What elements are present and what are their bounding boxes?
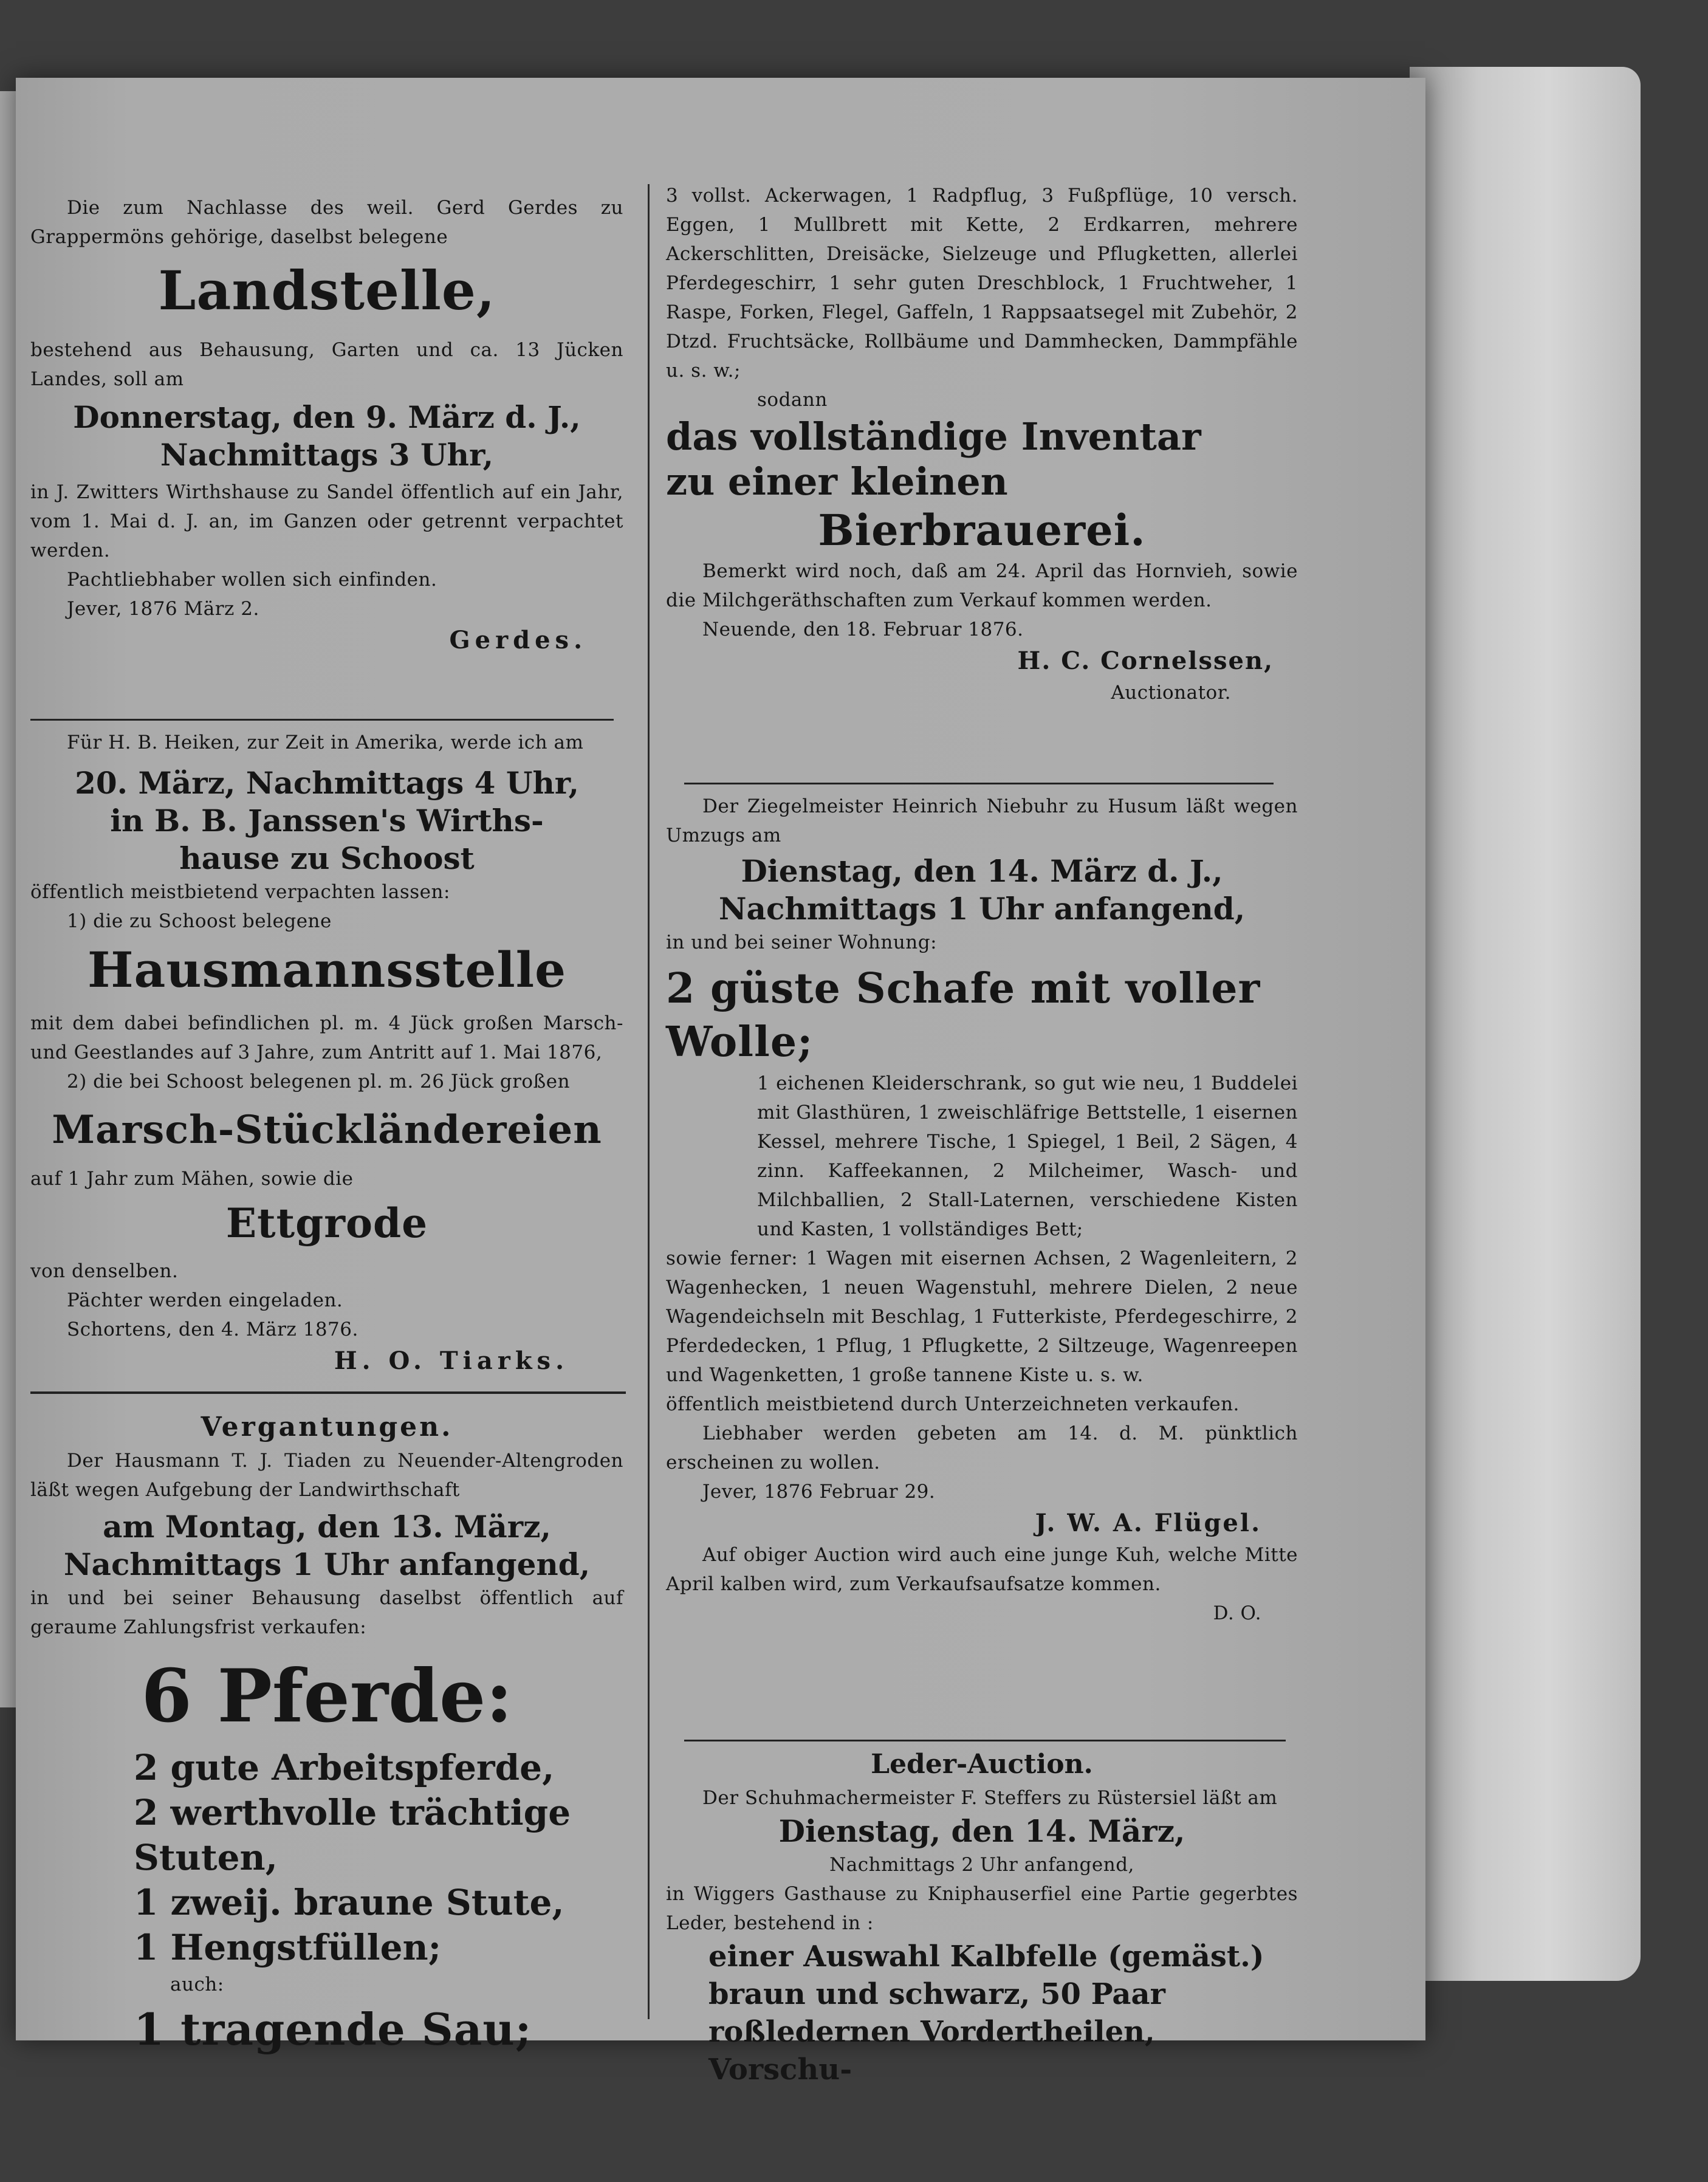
ad-time-line: Nachmittags 1 Uhr anfangend, xyxy=(718,891,1246,927)
ad-headline-line: hause zu Schoost xyxy=(179,840,475,876)
ad-headline-line: in B. B. Janssen's Wirths- xyxy=(110,803,544,839)
ad-role: Auctionator. xyxy=(1111,682,1231,704)
ad-intro: Für H. B. Heiken, zur Zeit in Amerika, werde ich am xyxy=(67,732,584,753)
ad-headline-line: 20. März, Nachmittags 4 Uhr, xyxy=(75,765,579,801)
ad-body: 3 vollst. Ackerwagen, 1 Radpflug, 3 Fußpflüge, 10 versch. Eggen, 1 Mullbrett mit Kette, 2 Erdkarren, mehrere Ackerschlitten, Dreisäcke, Sielzeuge und Pflugketten, allerlei Pferdegeschirr, 1 sehr guten Dreschblock, 1 Fruchtweher, 1 Raspe, Forken, Flegel, Gaffeln, 1 Rappsaatsegel mit Zubehör, 2 Dtzd. Fruchtsäcke, Rollbäume und Dammhecken, Dammpfähle u. s. w.; xyxy=(666,185,1298,382)
list-item: 2 werthvolle trächtige Stuten, xyxy=(134,1792,571,1878)
ad-headline-4: Ettgrode xyxy=(225,1199,428,1247)
separator-rule xyxy=(684,783,1274,784)
ad-intro: Der Hausmann T. J. Tiaden zu Neuender-Altengroden läßt wegen Aufgebung der Landwirthschaft xyxy=(30,1450,623,1501)
list-item: 1 Hengstfüllen; xyxy=(134,1927,442,1968)
ad-place-date: Neuende, den 18. Februar 1876. xyxy=(702,619,1024,640)
ad-date-line: Donnerstag, den 9. März d. J., xyxy=(73,399,581,435)
ad-headline: einer Auswahl Kalbfelle (gemäst.) braun und schwarz, 50 Paar roßledernen Vordertheilen, Vorschu- xyxy=(708,1940,1264,2087)
ad-note: Pachtliebhaber wollen sich einfinden. xyxy=(67,569,437,591)
ad-body: in und bei seiner Wohnung: xyxy=(666,931,938,953)
ad-headline-2: Hausmannsstelle xyxy=(87,941,567,998)
ad-body: in und bei seiner Behausung daselbst öffentlich auf geraume Zahlungsfrist verkaufen: xyxy=(30,1587,623,1638)
ad-note: Pächter werden eingeladen. xyxy=(67,1289,343,1311)
separator-rule xyxy=(30,719,614,721)
ad-item-1: 1) die zu Schoost belegene xyxy=(67,910,332,932)
ad-postscript: Auf obiger Auction wird auch eine junge Kuh, welche Mitte April kalben wird, zum Verkaufsaufsatze kommen. xyxy=(666,1544,1298,1595)
ad-date-line: Dienstag, den 14. März, xyxy=(778,1813,1185,1849)
ad-signature: Gerdes. xyxy=(449,626,587,654)
ad-intro: Der Ziegelmeister Heinrich Niebuhr zu Husum läßt wegen Umzugs am xyxy=(666,795,1298,846)
ad-place-date: Jever, 1876 Februar 29. xyxy=(702,1481,936,1503)
ad-ps-signature: D. O. xyxy=(1213,1602,1261,1624)
ad-headline-line: das vollständige Inventar xyxy=(666,414,1201,459)
ad-then: sodann xyxy=(757,389,828,411)
ad-also: auch: xyxy=(170,1974,224,1995)
ad-headline: Landstelle, xyxy=(158,259,496,322)
separator-rule xyxy=(684,1740,1286,1741)
ad-headline-line: zu einer kleinen xyxy=(666,459,1008,504)
ad-intro: Der Schuhmachermeister F. Steffers zu Rüstersiel läßt am xyxy=(702,1787,1278,1809)
ad-vergantungen xyxy=(30,1408,623,2060)
ad-date-line: Dienstag, den 14. März d. J., xyxy=(741,853,1223,889)
ad-headline-2: Bierbrauerei. xyxy=(818,505,1146,555)
ad-body: öffentlich meistbietend verpachten lassen: xyxy=(30,881,450,903)
ad-signature: H. C. Cornelssen, xyxy=(1017,647,1274,675)
ad-note: Bemerkt wird noch, daß am 24. April das Hornvieh, sowie die Milchgeräthschaften zum Verkauf kommen werden. xyxy=(666,560,1298,611)
ad-item-list xyxy=(30,1745,623,1970)
column-divider xyxy=(648,184,650,2019)
ad-leder-auction xyxy=(666,1746,1298,2088)
ad-date-line: am Montag, den 13. März, xyxy=(103,1509,551,1545)
ad-body-3: auf 1 Jahr zum Mähen, sowie die xyxy=(30,1168,354,1190)
ad-body-4: von denselben. xyxy=(30,1260,179,1282)
separator-rule xyxy=(30,1391,626,1394)
page-stack-edge xyxy=(1410,67,1641,1981)
ad-headline-line: Wolle; xyxy=(666,1018,814,1066)
section-title: Leder-Auction. xyxy=(871,1749,1093,1780)
ad-headline-3: Marsch-Stückländereien xyxy=(52,1107,602,1153)
ad-last-item: 1 tragende Sau; xyxy=(134,2003,532,2055)
ad-time-line: Nachmittags 1 Uhr anfangend, xyxy=(63,1546,591,1582)
ad-signature: J. W. A. Flügel. xyxy=(1035,1509,1261,1537)
ad-signature: H. O. Tiarks. xyxy=(334,1347,569,1375)
ad-body-2: in J. Zwitters Wirthshause zu Sandel öffentlich auf ein Jahr, vom 1. Mai d. J. an, im Ganzen oder getrennt verpachtet werden. xyxy=(30,481,623,561)
ad-body-2: mit dem dabei befindlichen pl. m. 4 Jück großen Marsch- und Geestlandes auf 3 Jahre, zum Antritt auf 1. Mai 1876, xyxy=(30,1012,623,1063)
ad-schafe xyxy=(666,792,1298,1628)
ad-time-line: Nachmittags 2 Uhr anfangend, xyxy=(829,1854,1134,1876)
newspaper-page xyxy=(16,78,1425,2087)
ad-items: 1 eichenen Kleiderschrank, so gut wie neu, 1 Buddelei mit Glasthüren, 1 zweischläfrige Bettstelle, 1 eisernen Kessel, mehrere Tische, 1 Spiegel, 1 Beil, 2 Sägen, 4 zinn. Kaffeekannen, 2 Milcheimer, Wasch- und Milchballien, 2 Stall-Laternen, verschiedene Kisten und Kasten, 1 vollständiges Bett; xyxy=(757,1072,1298,1240)
ad-body: bestehend aus Behausung, Garten und ca. 13 Jücken Landes, soll am xyxy=(30,339,623,390)
ad-items-2: sowie ferner: 1 Wagen mit eisernen Achsen, 2 Wagenleitern, 2 Wagenhecken, 1 neuen Wagenstuhl, mehrere Dielen, 2 neue Wagendeichseln mit Beschlag, 1 Futterkiste, Pferdegeschirre, 2 Pferdedecken, 1 Pflug, 1 Pflugkette, 2 Siltzeuge, Wagenreepen und Wagenketten, 1 große tannene Kiste u. s. w. xyxy=(666,1247,1298,1386)
ad-landstelle xyxy=(30,193,623,657)
section-title: Vergantungen. xyxy=(201,1412,453,1443)
ad-time-line: Nachmittags 3 Uhr, xyxy=(160,437,494,473)
ad-body-2: öffentlich meistbietend durch Unterzeichneten verkaufen. xyxy=(666,1393,1240,1415)
ad-bierbrauerei xyxy=(666,181,1298,707)
facing-page-edge xyxy=(0,91,16,1707)
ad-item-2: 2) die bei Schoost belegenen pl. m. 26 Jück großen xyxy=(67,1071,571,1093)
ad-place-date: Jever, 1876 März 2. xyxy=(67,598,259,620)
list-item: 1 zweij. braune Stute, xyxy=(134,1882,564,1923)
ad-headline: 6 Pferde: xyxy=(141,1653,513,1739)
ad-headline-line: 2 güste Schafe mit voller xyxy=(666,964,1261,1013)
list-item: 2 gute Arbeitspferde, xyxy=(134,1747,555,1788)
ad-intro: Die zum Nachlasse des weil. Gerd Gerdes zu Grappermöns gehörige, daselbst belegene xyxy=(30,197,623,248)
ad-hausmannsstelle xyxy=(30,728,623,1378)
ad-place-date: Schortens, den 4. März 1876. xyxy=(67,1319,358,1340)
ad-note: Liebhaber werden gebeten am 14. d. M. pünktlich erscheinen zu wollen. xyxy=(666,1422,1298,1474)
ad-body: in Wiggers Gasthause zu Kniphauserfiel eine Partie gegerbtes Leder, bestehend in : xyxy=(666,1883,1298,1934)
